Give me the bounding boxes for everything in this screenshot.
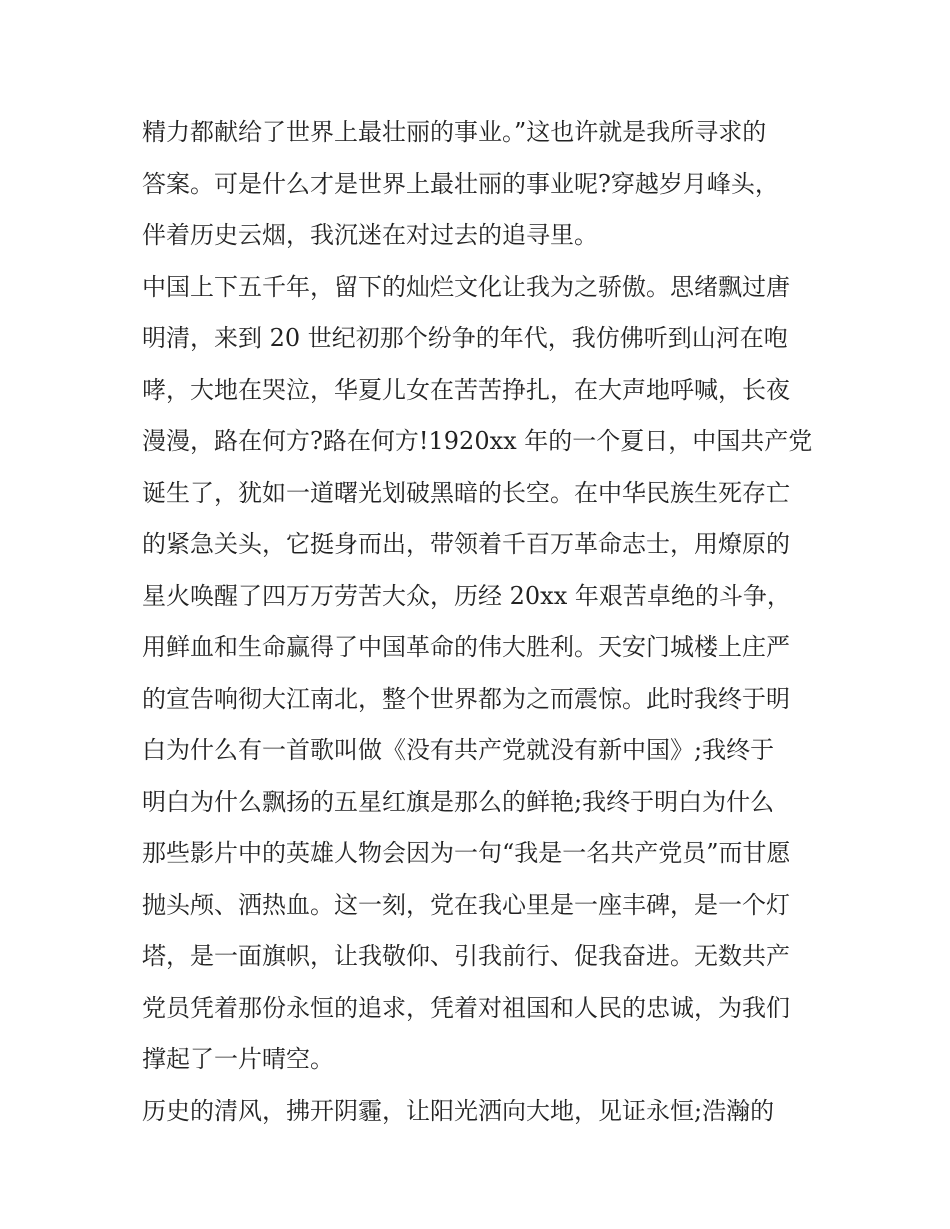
text-line: 哮，大地在哭泣，华夏儿女在苦苦挣扎，在大声地呼喊，长夜 <box>142 375 790 404</box>
text-line: 那些影片中的英雄人物会因为一句“我是一名共产党员”而甘愿 <box>142 839 791 867</box>
text-line: 漫漫，路在何方?路在何方!1920xx 年的一个夏日，中国共产党 <box>142 427 813 455</box>
essay-text <box>142 107 822 1137</box>
text-line: 明清，来到 20 世纪初那个纷争的年代，我仿佛听到山河在咆 <box>142 324 788 352</box>
text-line: 历史的清风，拂开阴霾，让阳光洒向大地，见证永恒;浩瀚的 <box>142 1096 775 1125</box>
text-line: 答案。可是什么才是世界上最壮丽的事业呢?穿越岁月峰头， <box>142 169 779 198</box>
text-line: 的紧急关头，它挺身而出，带领着千百万革命志士，用燎原的 <box>142 530 790 558</box>
text-line: 星火唤醒了四万万劳苦大众，历经 20xx 年艰苦卓绝的斗争， <box>142 581 791 610</box>
text-line: 诞生了，犹如一道曙光划破黑暗的长空。在中华民族生死存亡 <box>142 478 790 507</box>
text-line: 撑起了一片晴空。 <box>142 1045 334 1073</box>
text-line: 伴着历史云烟，我沉迷在对过去的追寻里。 <box>142 221 598 249</box>
text-line: 用鲜血和生命赢得了中国革命的伟大胜利。天安门城楼上庄严 <box>142 633 790 661</box>
text-line: 塔，是一面旗帜，让我敬仰、引我前行、促我奋进。无数共产 <box>142 942 790 970</box>
text-line: 中国上下五千年，留下的灿烂文化让我为之骄傲。思绪飘过唐 <box>142 272 790 301</box>
text-line: 抛头颅、洒热血。这一刻，党在我心里是一座丰碑，是一个灯 <box>142 890 790 919</box>
text-line: 白为什么有一首歌叫做《没有共产党就没有新中国》;我终于 <box>142 736 775 764</box>
text-line: 明白为什么飘扬的五星红旗是那么的鲜艳;我终于明白为什么 <box>142 787 775 816</box>
text-line: 精力都献给了世界上最壮丽的事业。”这也许就是我所寻求的 <box>142 118 767 146</box>
text-line: 党员凭着那份永恒的追求，凭着对祖国和人民的忠诚，为我们 <box>142 993 790 1022</box>
text-line: 的宣告响彻大江南北，整个世界都为之而震惊。此时我终于明 <box>142 684 790 713</box>
